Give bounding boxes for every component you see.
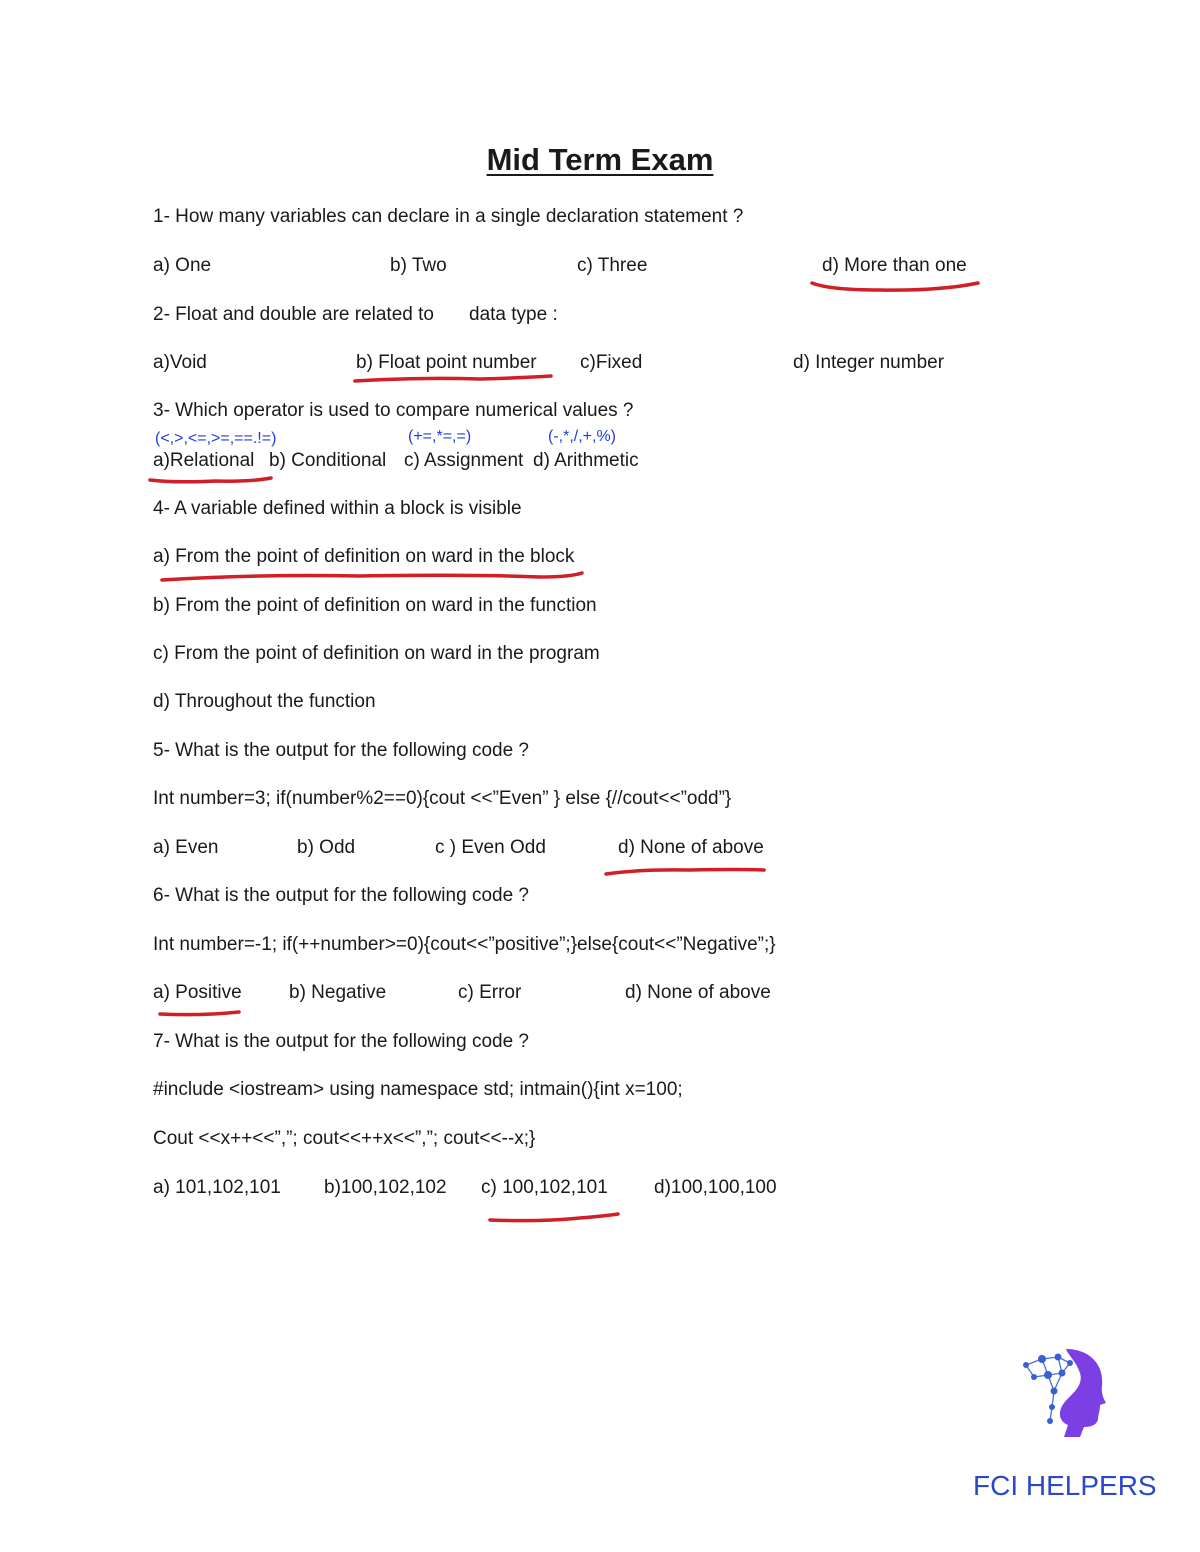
q4-option-a: a) From the point of definition on ward in the block <box>153 546 575 567</box>
q4-option-c: c) From the point of definition on ward in the program <box>153 643 600 664</box>
q7-code-line-1: #include <iostream> using namespace std; intmain(){int x=100; <box>153 1079 683 1100</box>
question-2: 2- Float and double are related to <box>153 304 434 325</box>
q2-option-c: c)Fixed <box>580 352 643 373</box>
q7-answer-underline <box>490 1214 618 1221</box>
q4-answer-underline <box>162 573 582 580</box>
question-2-tail: data type : <box>469 304 558 325</box>
q7-option-c: c) 100,102,101 <box>481 1177 608 1198</box>
q5-answer-underline <box>606 870 764 875</box>
q3-note-arithmetic: (-,*,/,+,%) <box>548 428 617 445</box>
q3-option-a: a)Relational <box>153 450 255 471</box>
question-4: 4- A variable defined within a block is visible <box>153 498 522 519</box>
q3-answer-underline <box>150 478 271 482</box>
q6-option-b: b) Negative <box>289 982 387 1003</box>
question-6: 6- What is the output for the following code ? <box>153 885 529 906</box>
q1-answer-underline <box>812 283 978 290</box>
q2-option-b: b) Float point number <box>356 352 537 373</box>
brand-name: FCI HELPERS <box>973 1470 1157 1501</box>
q7-code-line-2: Cout <<x++<<”,”; cout<<++x<<”,”; cout<<--x;} <box>153 1128 536 1149</box>
q6-answer-underline <box>160 1012 239 1015</box>
q6-option-a: a) Positive <box>153 982 242 1003</box>
q7-option-a: a) 101,102,101 <box>153 1177 281 1198</box>
question-7: 7- What is the output for the following code ? <box>153 1031 529 1052</box>
q6-option-d: d) None of above <box>625 982 771 1003</box>
q1-option-a: a) One <box>153 255 212 276</box>
q5-option-a: a) Even <box>153 837 219 858</box>
question-1: 1- How many variables can declare in a single declaration statement ? <box>153 206 744 227</box>
q1-option-c: c) Three <box>577 255 648 276</box>
q5-option-d: d) None of above <box>618 837 764 858</box>
q5-option-c: c ) Even Odd <box>435 837 546 858</box>
question-3: 3- Which operator is used to compare numerical values ? <box>153 400 634 421</box>
q2-option-a: a)Void <box>153 352 207 373</box>
q1-option-d: d) More than one <box>822 255 967 276</box>
page-title: Mid Term Exam <box>486 142 714 177</box>
q5-code: Int number=3; if(number%2==0){cout <<”Even” } else {//cout<<”odd”} <box>153 788 732 809</box>
q3-note-assignment: (+=,*=,=) <box>408 428 472 445</box>
q7-option-b: b)100,102,102 <box>324 1177 447 1198</box>
q7-option-d: d)100,100,100 <box>654 1177 777 1198</box>
q3-option-d: d) Arithmetic <box>533 450 639 471</box>
q6-code: Int number=-1; if(++number>=0){cout<<”positive”;}else{cout<<”Negative”;} <box>153 934 776 955</box>
q6-option-c: c) Error <box>458 982 522 1003</box>
q1-option-b: b) Two <box>390 255 447 276</box>
q4-option-d: d) Throughout the function <box>153 691 376 712</box>
q5-option-b: b) Odd <box>297 837 356 858</box>
question-5: 5- What is the output for the following code ? <box>153 740 529 761</box>
q3-note-relational: (<,>,<=,>=,==.!=) <box>155 430 277 447</box>
q4-option-b: b) From the point of definition on ward in the function <box>153 595 597 616</box>
q2-option-d: d) Integer number <box>793 352 945 373</box>
q3-option-c: c) Assignment <box>404 450 524 471</box>
q3-option-b: b) Conditional <box>269 450 387 471</box>
brain-network-logo-icon <box>1018 1345 1108 1440</box>
q2-answer-underline <box>355 376 551 381</box>
